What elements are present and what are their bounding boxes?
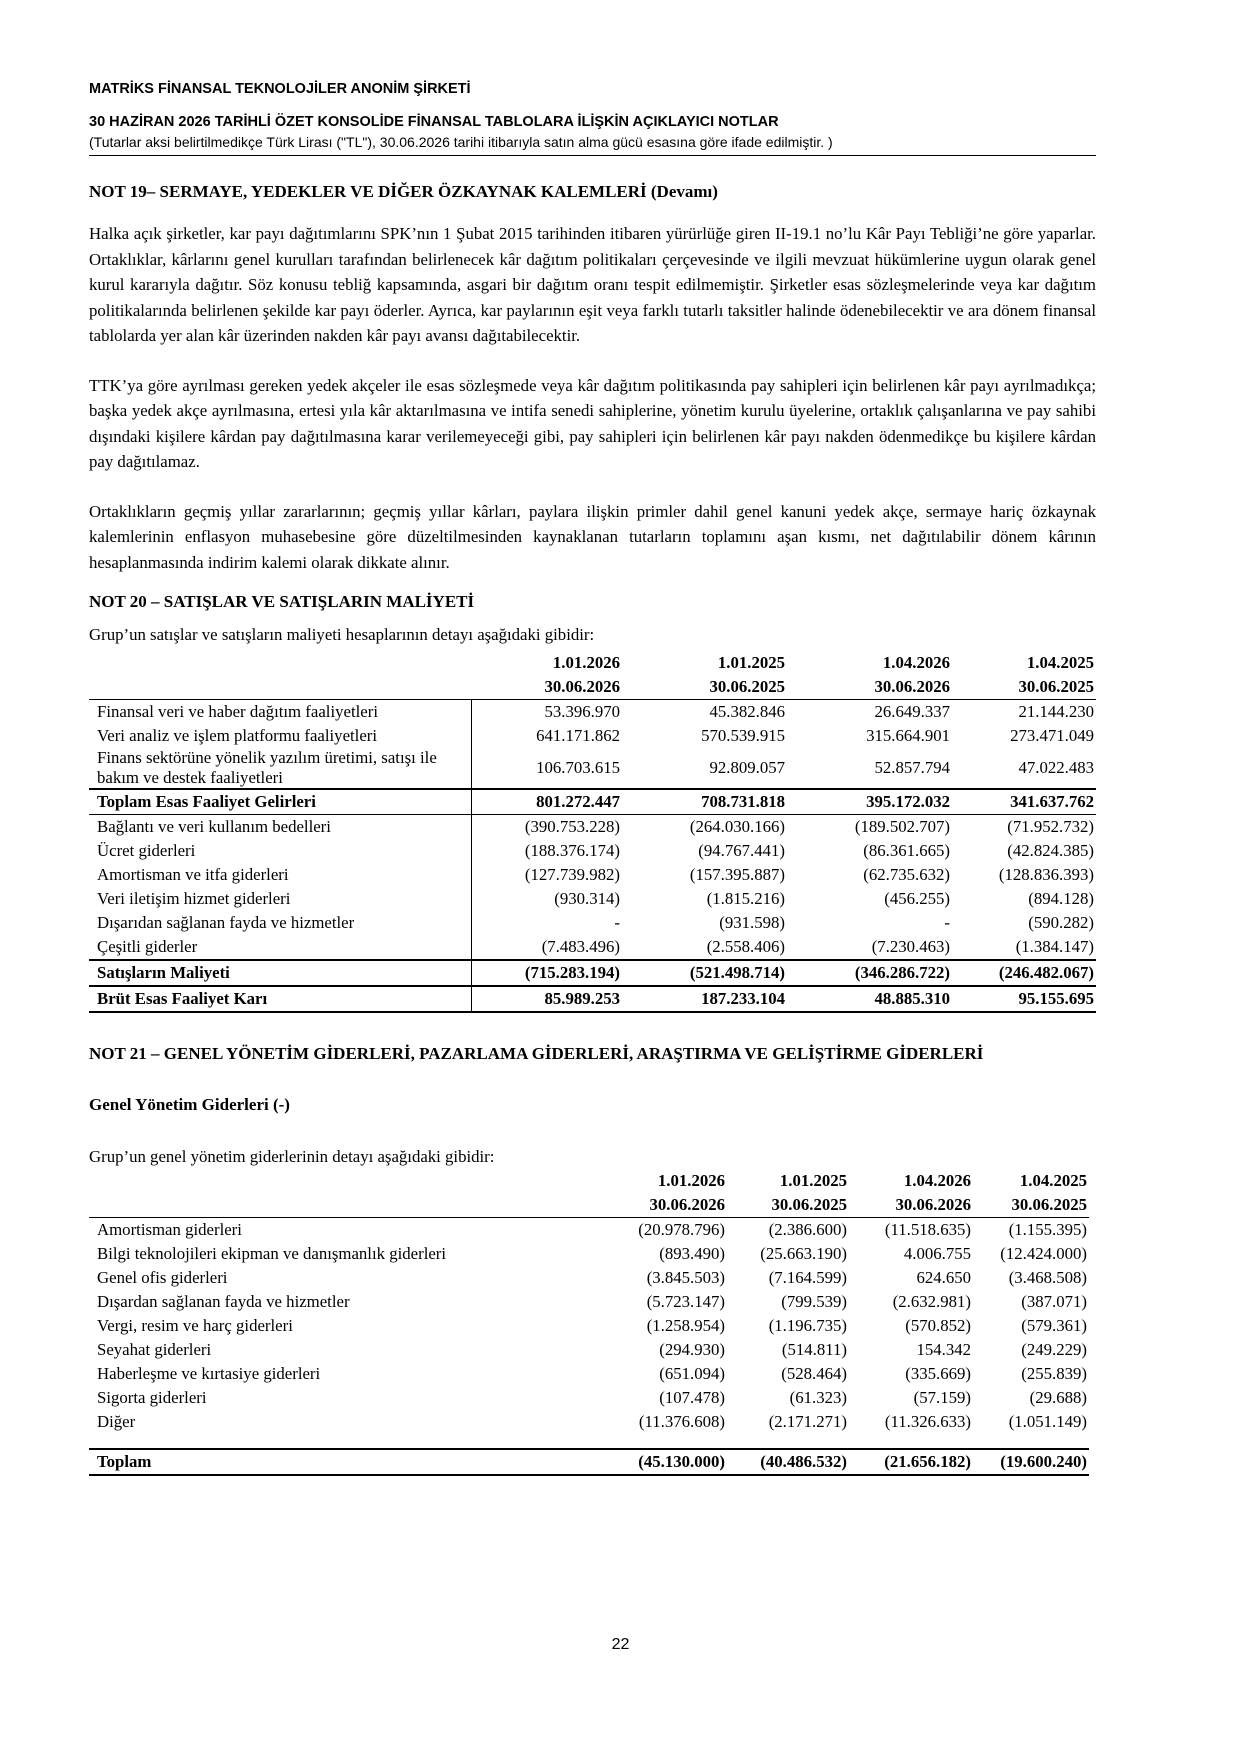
sales-cost-table (89, 651, 1096, 1013)
table-row: Finans sektörüne yönelik yazılım üretimi, satışı ile bakım ve destek faaliyetleri 106.703.615 92.809.057 52.857.794 47.022.483 (97, 748, 1094, 787)
col-header: 1.01.2026 30.06.2026 (649, 1171, 725, 1214)
table-row: Haberleşme ve kırtasiye giderleri (651.094) (528.464) (335.669) (255.839) (97, 1364, 1087, 1383)
currency-note: (Tutarlar aksi belirtilmedikçe Türk Lirası ("TL"), 30.06.2026 tarihi itibarıyla satın alma gücü esasına göre ifade edilmiştir. ) (89, 134, 833, 150)
col-header: 1.01.2025 30.06.2025 (709, 653, 785, 696)
note20-title: NOT 20 – SATIŞLAR VE SATIŞLARIN MALİYETİ (89, 592, 475, 611)
note19-paragraph-2: TTK’ya göre ayrılması gereken yedek akçeler ile esas sözleşmede veya kâr dağıtım politikasında pay sahipleri için belirlenen kâr payı ayrılmadıkça; başka yedek akçe ayrılmasına, ertesi yıla kâr aktarılmasına ve intifa senedi sahiplerine, yönetim kurulu üyelerine, ortaklık çalışanlarına ve pay sahibi dışındaki kişilere kârdan pay dağıtılmasına karar verilemeyeceği gibi, pay sahipleri için belirlenen kâr payı nakden ödenmedikçe bu kişilere kârdan pay dağıtılamaz. (89, 375, 1096, 471)
col-header: 1.01.2025 30.06.2025 (771, 1171, 847, 1214)
note21-subtitle: Genel Yönetim Giderleri (-) (89, 1095, 290, 1114)
col-header: 1.04.2026 30.06.2026 (874, 653, 950, 696)
note19-paragraph-3: Ortaklıkların geçmiş yıllar zararlarının; geçmiş yıllar kârları, paylara ilişkin primler dahil genel kanuni yedek akçe, sermaye hariç özkaynak kalemlerinin enflasyon muhasebesine göre düzeltilmesinden kaynaklanan tutarların toplamını aşan kısmı, net dağıtılabilir dönem kârının hesaplanmasında indirim kalemi olarak dikkate alınır. (89, 501, 1096, 572)
col-header: 1.04.2025 30.06.2025 (1011, 1171, 1087, 1214)
table-row: Finansal veri ve haber dağıtım faaliyetleri 53.396.970 45.382.846 26.649.337 21.144.230 (89, 700, 1096, 725)
total-revenue-row: Toplam Esas Faaliyet Gelirleri 801.272.447 708.731.818 395.172.032 341.637.762 (89, 789, 1096, 815)
table-header-row (89, 651, 1096, 700)
table-row: Seyahat giderleri (294.930) (514.811) 154.342 (249.229) (97, 1340, 1087, 1359)
note21-title: NOT 21 – GENEL YÖNETİM GİDERLERİ, PAZARLAMA GİDERLERİ, ARAŞTIRMA VE GELİŞTİRME GİDERLERİ (89, 1044, 984, 1063)
table-row: Bilgi teknolojileri ekipman ve danışmanlık giderleri (893.490) (25.663.190) 4.006.755 (12.424.000) (97, 1244, 1087, 1263)
total-row: Toplam (45.130.000) (40.486.532) (21.656.182) (19.600.240) (89, 1449, 1089, 1475)
table-row: Amortisman giderleri (20.978.796) (2.386.600) (11.518.635) (1.155.395) (89, 1218, 1089, 1243)
note20-lead: Grup’un satışlar ve satışların maliyeti hesaplarının detayı aşağıdaki gibidir: (89, 625, 595, 644)
table-row: Ücret giderleri (188.376.174) (94.767.441) (86.361.665) (42.824.385) (89, 839, 1096, 863)
table-row: Genel ofis giderleri (3.845.503) (7.164.599) 624.650 (3.468.508) (97, 1268, 1087, 1287)
cost-of-sales-row: Satışların Maliyeti (715.283.194) (521.498.714) (346.286.722) (246.482.067) (89, 960, 1096, 986)
table-row: Bağlantı ve veri kullanım bedelleri (390.753.228) (264.030.166) (189.502.707) (71.952.732) (89, 815, 1096, 840)
table-row: Sigorta giderleri (107.478) (61.323) (57.159) (29.688) (97, 1388, 1087, 1407)
header-divider (89, 155, 1096, 156)
col-header: 1.04.2026 30.06.2026 (895, 1171, 971, 1214)
gross-profit-row: Brüt Esas Faaliyet Karı 85.989.253 187.233.104 48.885.310 95.155.695 (89, 986, 1096, 1012)
note19-paragraph-1: Halka açık şirketler, kar payı dağıtımlarını SPK’nın 1 Şubat 2015 tarihinden itibaren yürürlüğe giren II-19.1 no’lu Kâr Payı Tebliği’ne göre yaparlar. Ortaklıklar, kârlarını genel kurulları tarafından belirlenecek kâr dağıtım politikaları çerçevesinde ve ilgili mevzuat hükümlerine uygun olarak genel kurul kararıyla dağıtır. Söz konusu tebliğ kapsamında, asgari bir dağıtım oranı tespit edilmemiştir. Şirketler esas sözleşmelerinde veya kar dağıtım politikalarında belirlenen şekilde kar payı öderler. Ayrıca, kar paylarının eşit veya farklı tutarlı taksitler halinde ödenebilecektir ve ara dönem finansal tablolarda yer alan kâr üzerinden nakden kâr payı avansı dağıtabilecektir. (89, 224, 1096, 345)
table-row: Çeşitli giderler (7.483.496) (2.558.406) (7.230.463) (1.384.147) (89, 935, 1096, 960)
table-row: Veri iletişim hizmet giderleri (930.314) (1.815.216) (456.255) (894.128) (89, 887, 1096, 911)
col-header: 1.04.2025 30.06.2025 (1018, 653, 1094, 696)
page-number: 22 (611, 1636, 630, 1653)
table-row: Amortisman ve itfa giderleri (127.739.982) (157.395.887) (62.735.632) (128.836.393) (89, 863, 1096, 887)
col-header: 1.01.2026 30.06.2026 (544, 653, 620, 696)
table-row: Veri analiz ve işlem platformu faaliyetleri 641.171.862 570.539.915 315.664.901 273.471.049 (89, 724, 1096, 748)
table-header-row (89, 1169, 1089, 1218)
table-row: Dışardan sağlanan fayda ve hizmetler (5.723.147) (799.539) (2.632.981) (387.071) (97, 1292, 1087, 1311)
admin-expenses-table (89, 1169, 1089, 1476)
company-name: MATRİKS FİNANSAL TEKNOLOJİLER ANONİM ŞİRKETİ (89, 81, 471, 97)
document-page (89, 78, 1096, 1476)
report-title: 30 HAZİRAN 2026 TARİHLİ ÖZET KONSOLİDE FİNANSAL TABLOLARA İLİŞKİN AÇIKLAYICI NOTLAR (89, 114, 779, 130)
table-row: Diğer (11.376.608) (2.171.271) (11.326.633) (1.051.149) (97, 1412, 1087, 1431)
note19-title: NOT 19– SERMAYE, YEDEKLER VE DİĞER ÖZKAYNAK KALEMLERİ (Devamı) (89, 182, 718, 201)
table-row: Dışarıdan sağlanan fayda ve hizmetler - (931.598) - (590.282) (89, 911, 1096, 935)
note21-lead: Grup’un genel yönetim giderlerinin detayı aşağıdaki gibidir: (89, 1147, 495, 1166)
spacer-row (89, 1434, 1089, 1449)
table-row: Vergi, resim ve harç giderleri (1.258.954) (1.196.735) (570.852) (579.361) (97, 1316, 1087, 1335)
